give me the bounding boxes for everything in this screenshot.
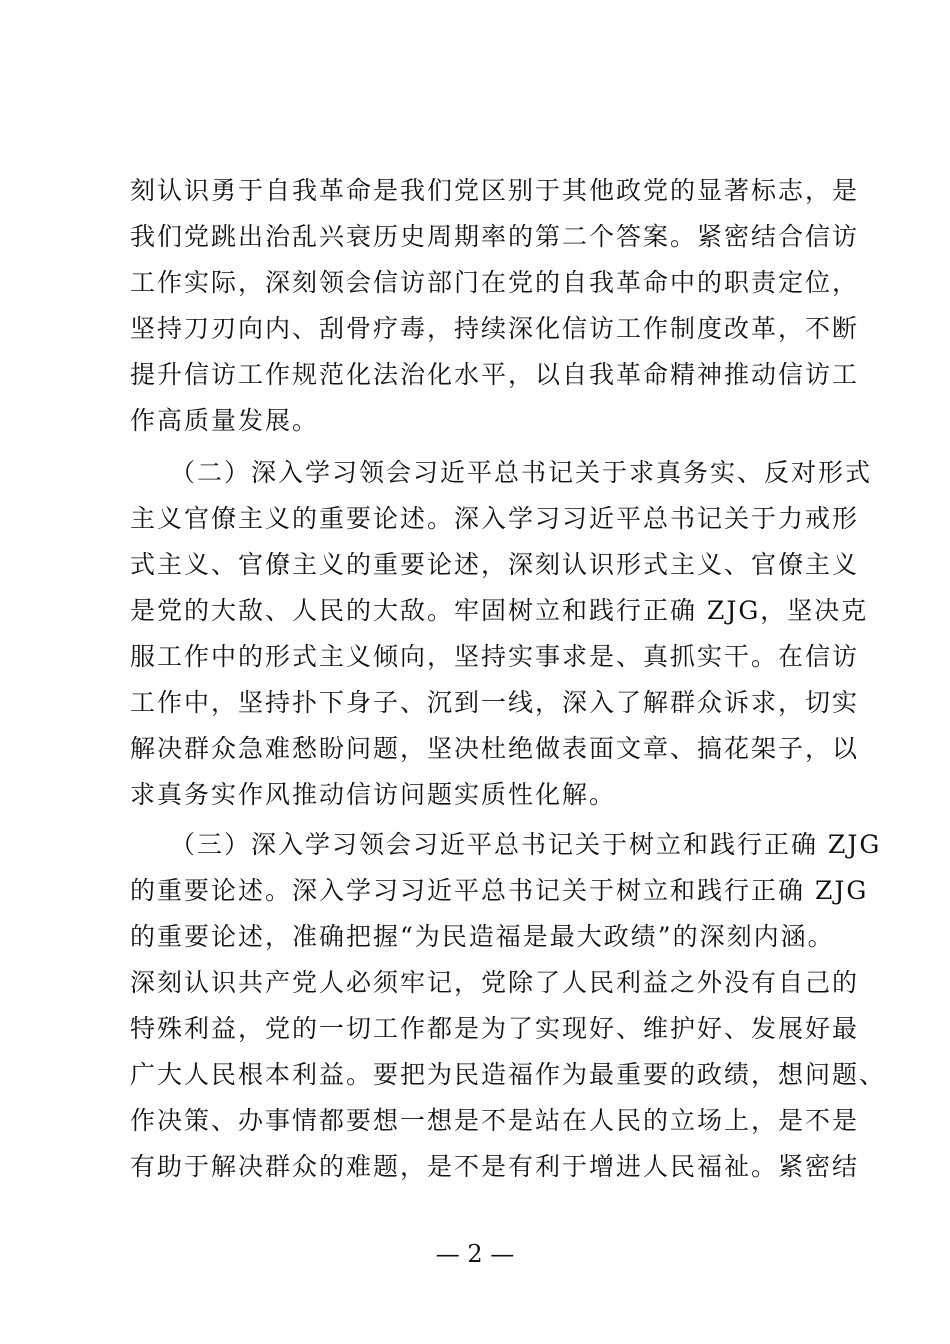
body-text-line: 式主义、官僚主义的重要论述，深刻认识形式主义、官僚主义 [130, 550, 860, 579]
page-number: — 2 — [435, 1240, 515, 1268]
body-text-line: 作高质量发展。 [130, 406, 320, 435]
body-text-line: 提升信访工作规范化法治化水平，以自我革命精神推动信访工 [130, 360, 860, 389]
body-text-line: 刻认识勇于自我革命是我们党区别于其他政党的显著标志，是 [130, 176, 860, 205]
body-text-line: 坚持刀刃向内、刮骨疗毒，持续深化信访工作制度改革，不断 [130, 314, 860, 343]
body-text-line: 工作实际，深刻领会信访部门在党的自我革命中的职责定位， [130, 268, 860, 297]
section-heading-line: （三）深入学习领会习近平总书记关于树立和践行正确 ZJG [170, 830, 882, 859]
body-text-line: 作决策、办事情都要想一想是不是站在人民的立场上，是不是 [130, 1106, 860, 1135]
body-text-line: 服工作中的形式主义倾向，坚持实事求是、真抓实干。在信访 [130, 642, 860, 671]
body-text-line: 特殊利益，党的一切工作都是为了实现好、维护好、发展好最 [130, 1014, 860, 1043]
body-text-line: 有助于解决群众的难题，是不是有利于增进人民福祉。紧密结 [130, 1152, 860, 1181]
body-text-line: 深刻认识共产党人必须牢记，党除了人民利益之外没有自己的 [130, 968, 860, 997]
body-text-line: 我们党跳出治乱兴衰历史周期率的第二个答案。紧密结合信访 [130, 222, 860, 251]
section-heading-line: （二）深入学习领会习近平总书记关于求真务实、反对形式 [170, 458, 873, 487]
body-text-line: 主义官僚主义的重要论述。深入学习习近平总书记关于力戒形 [130, 504, 860, 533]
body-text-line: 工作中，坚持扑下身子、沉到一线，深入了解群众诉求，切实 [130, 688, 860, 717]
body-text-line: 的重要论述，准确把握“为民造福是最大政绩”的深刻内涵。 [130, 922, 835, 951]
body-text-line: 解决群众急难愁盼问题，坚决杜绝做表面文章、搞花架子，以 [130, 734, 860, 763]
body-text-line: 的重要论述。深入学习习近平总书记关于树立和践行正确 ZJG [130, 876, 869, 905]
body-text-line: 广大人民根本利益。要把为民造福作为最重要的政绩，想问题、 [130, 1060, 887, 1089]
body-text-line: 是党的大敌、人民的大敌。牢固树立和践行正确 ZJG，坚决克 [130, 596, 869, 625]
body-text-line: 求真务实作风推动信访问题实质性化解。 [130, 780, 617, 809]
